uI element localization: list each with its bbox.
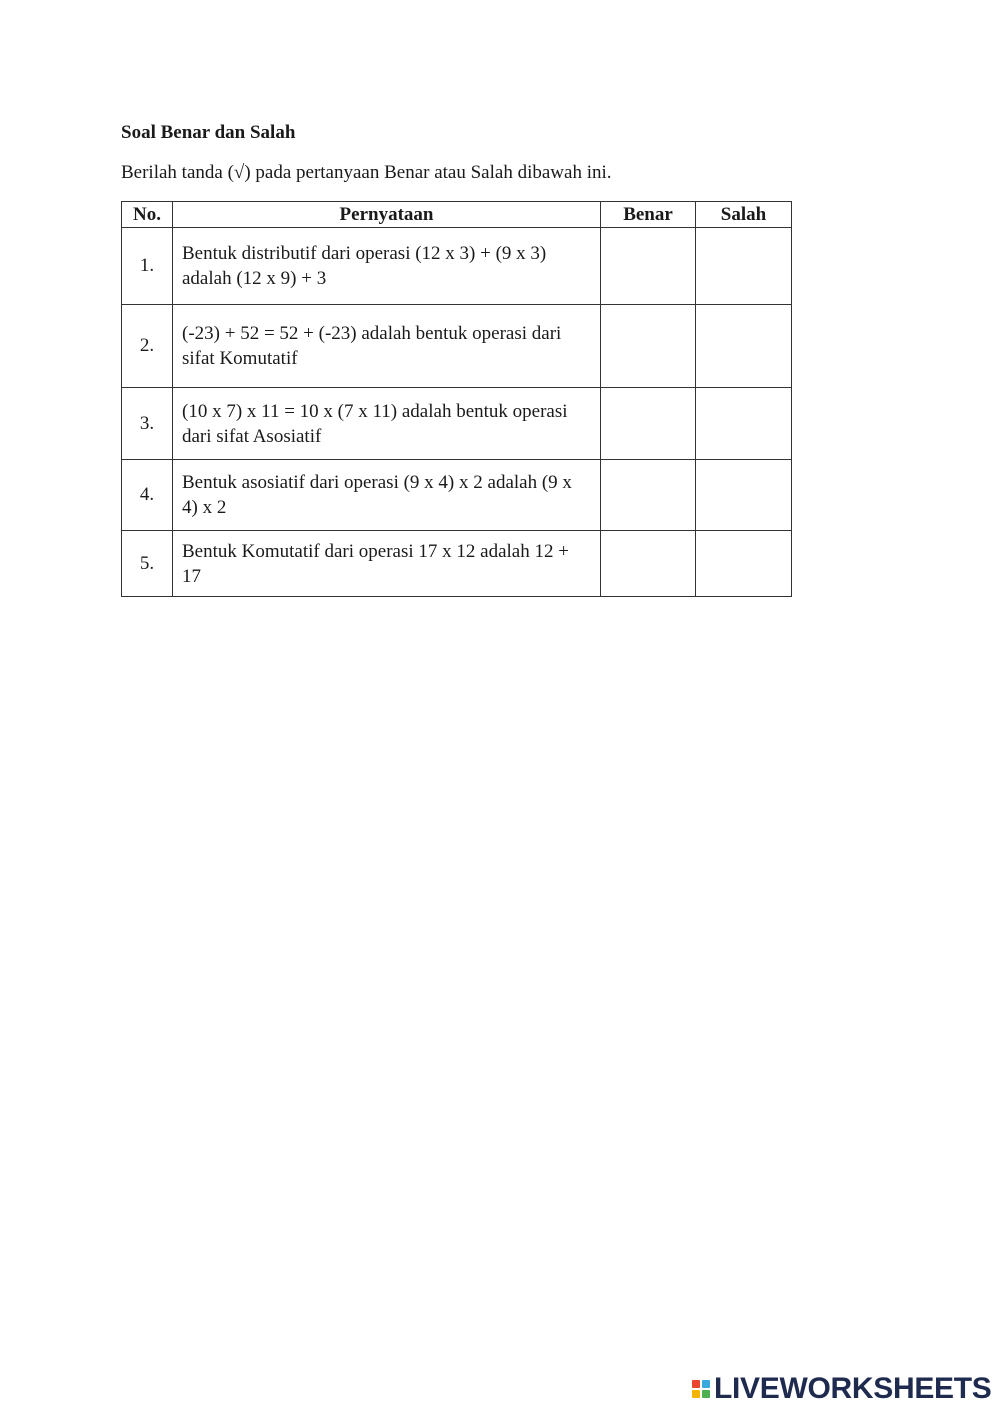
false-answer-cell[interactable]: [696, 388, 792, 460]
row-number: 3.: [122, 388, 173, 460]
row-statement: (-23) + 52 = 52 + (-23) adalah bentuk operasi dari sifat Komutatif: [173, 305, 601, 388]
true-answer-cell[interactable]: [601, 531, 696, 597]
row-number: 2.: [122, 305, 173, 388]
brand-name: LIVEWORKSHEETS: [714, 1372, 992, 1405]
row-number: 1.: [122, 228, 173, 305]
false-answer-cell[interactable]: [696, 305, 792, 388]
header-statement: Pernyataan: [173, 202, 601, 228]
table-header-row: [122, 202, 792, 228]
worksheet-title: Soal Benar dan Salah: [121, 122, 296, 143]
row-statement: (10 x 7) x 11 = 10 x (7 x 11) adalah bentuk operasi dari sifat Asosiatif: [173, 388, 601, 460]
row-statement: Bentuk distributif dari operasi (12 x 3) + (9 x 3) adalah (12 x 9) + 3: [173, 228, 601, 305]
row-statement: Bentuk asosiatif dari operasi (9 x 4) x 2 adalah (9 x 4) x 2: [173, 460, 601, 531]
logo-icon: [692, 1380, 710, 1398]
row-number: 5.: [122, 531, 173, 597]
false-answer-cell[interactable]: [696, 531, 792, 597]
table-row: [122, 228, 792, 305]
table-row: [122, 531, 792, 597]
logo-square-blue: [702, 1380, 710, 1388]
logo-square-yellow: [692, 1390, 700, 1398]
true-answer-cell[interactable]: [601, 460, 696, 531]
false-answer-cell[interactable]: [696, 460, 792, 531]
header-false: Salah: [696, 202, 792, 228]
row-statement: Bentuk Komutatif dari operasi 17 x 12 adalah 12 + 17: [173, 531, 601, 597]
false-answer-cell[interactable]: [696, 228, 792, 305]
true-answer-cell[interactable]: [601, 305, 696, 388]
true-answer-cell[interactable]: [601, 228, 696, 305]
row-number: 4.: [122, 460, 173, 531]
table-row: [122, 388, 792, 460]
header-no: No.: [122, 202, 173, 228]
logo-square-red: [692, 1380, 700, 1388]
true-false-table: [121, 201, 792, 597]
table-row: [122, 460, 792, 531]
header-true: Benar: [601, 202, 696, 228]
instruction-text: Berilah tanda (√) pada pertanyaan Benar atau Salah dibawah ini.: [121, 162, 612, 183]
table-row: [122, 305, 792, 388]
liveworksheets-logo[interactable]: [692, 1373, 992, 1405]
true-answer-cell[interactable]: [601, 388, 696, 460]
logo-square-green: [702, 1390, 710, 1398]
